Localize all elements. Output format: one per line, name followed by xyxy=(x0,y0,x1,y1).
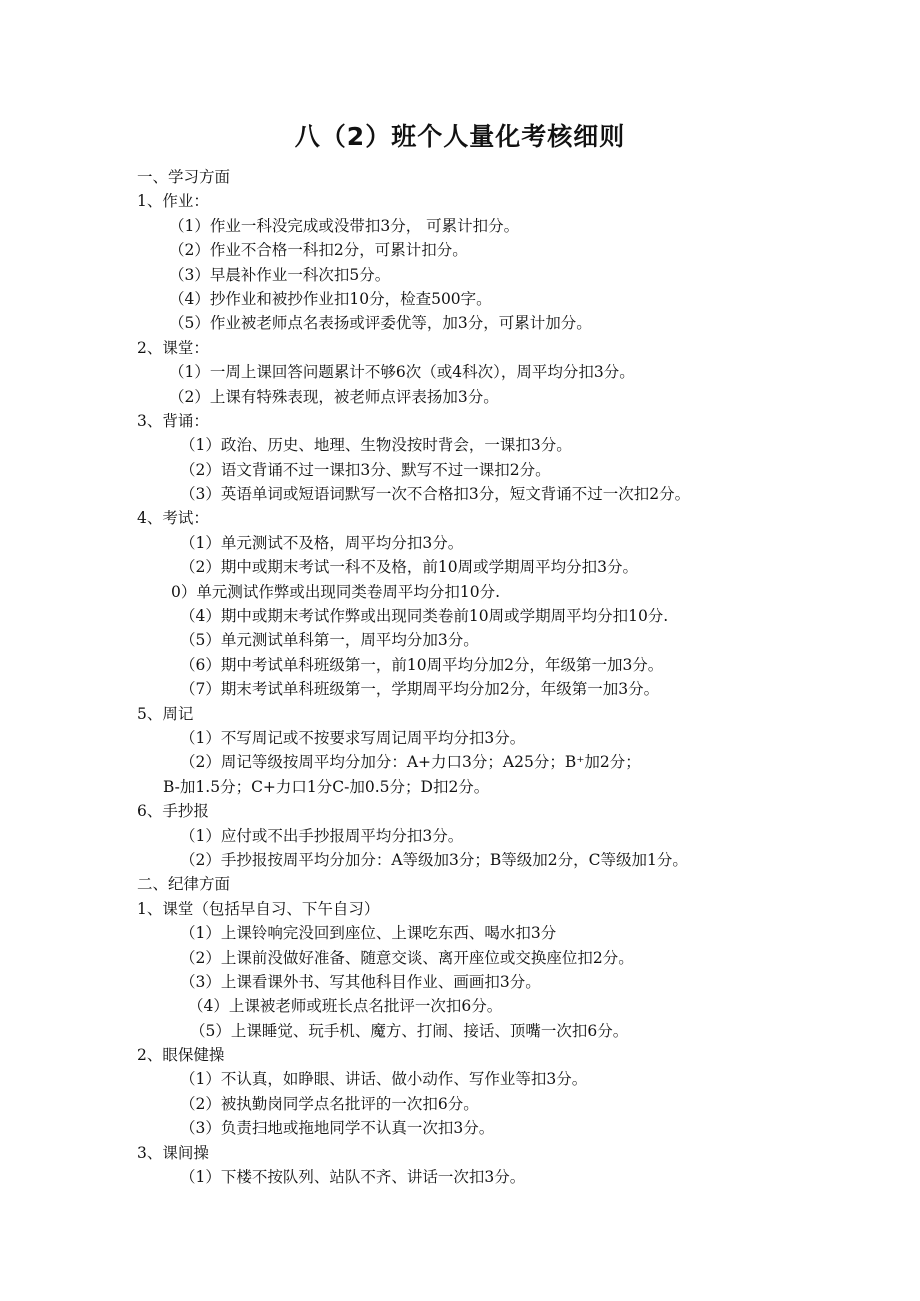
rule-item: （2）上课前没做好准备、随意交谈、离开座位或交换座位扣2分。 xyxy=(180,948,634,967)
section-heading: 一、学习方面 xyxy=(137,168,231,186)
section-heading: 二、纪律方面 xyxy=(137,875,231,894)
subsection-heading: 5、周记 xyxy=(137,704,194,723)
rule-item: （3）负责扫地或拖地同学不认真一次扣3分。 xyxy=(180,1119,495,1138)
subsection-heading: 1、课堂（包括早自习、下午自习） xyxy=(137,899,380,918)
rule-item: （5）作业被老师点名表扬或评委优等，加3分，可累计加分。 xyxy=(169,314,592,333)
rule-item: （2）上课有特殊表现，被老师点评表扬加3分。 xyxy=(169,387,499,406)
rule-item: （4）抄作业和被抄作业扣10分，检查500字。 xyxy=(169,289,492,308)
rule-item: （1）上课铃响完没回到座位、上课吃东西、喝水扣3分 xyxy=(180,924,557,943)
subsection-heading: 6、手抄报 xyxy=(137,802,209,821)
rule-item: （1）单元测试不及格，周平均分扣3分。 xyxy=(180,533,464,552)
rule-item: 0）单元测试作弊或出现同类卷周平均分扣10分. xyxy=(171,582,501,601)
rule-item: （2）期中或期末考试一科不及格，前10周或学期周平均分扣3分。 xyxy=(180,558,638,577)
rule-item: （2）作业不合格一科扣2分，可累计扣分。 xyxy=(169,241,468,260)
rule-item: （4）上课被老师或班长点名批评一次扣6分。 xyxy=(188,997,503,1016)
rule-item: （6）期中考试单科班级第一，前10周平均分加2分，年级第一加3分。 xyxy=(180,655,664,674)
rule-item: （2）语文背诵不过一课扣3分、默写不过一课扣2分。 xyxy=(180,460,551,479)
rule-item: （5）上课睡觉、玩手机、魔方、打闹、接话、顶嘴一次扣6分。 xyxy=(190,1021,629,1040)
subsection-heading: 3、背诵： xyxy=(137,411,209,430)
rule-item: （1）作业一科没完成或没带扣3分， 可累计扣分。 xyxy=(169,216,520,235)
subsection-heading: 3、课间操 xyxy=(137,1143,209,1162)
rule-item: （4）期中或期末考试作弊或出现同类卷前10周或学期周平均分扣10分. xyxy=(180,607,669,626)
rule-item: （1）一周上课回答问题累计不够6次（或4科次），周平均分扣3分。 xyxy=(169,363,635,382)
rule-item: （5）单元测试单科第一，周平均分加3分。 xyxy=(180,631,479,650)
document-body xyxy=(0,165,920,1189)
rule-item: （3）英语单词或短语词默写一次不合格扣3分，短文背诵不过一次扣2分。 xyxy=(180,485,691,504)
subsection-heading: 4、考试： xyxy=(137,509,209,528)
rule-item: （2）周记等级按周平均分加分：A+力口3分；A25分；B⁺加2分； xyxy=(180,753,641,772)
rule-item: （1）政治、历史、地理、生物没按时背会，一课扣3分。 xyxy=(180,436,572,455)
rule-item: （1）不认真，如睁眼、讲话、做小动作、写作业等扣3分。 xyxy=(180,1070,588,1089)
document-title: 八（2）班个人量化考核细则 xyxy=(294,122,626,151)
rule-item-continuation: B-加1.5分；C+力口1分C-加0.5分；D扣2分。 xyxy=(163,777,490,796)
rule-item: （1）应付或不出手抄报周平均分扣3分。 xyxy=(180,826,464,845)
rule-item: （2）被执勤岗同学点名批评的一次扣6分。 xyxy=(180,1094,479,1113)
rule-item: （2）手抄报按周平均分加分：A等级加3分；B等级加2分，C等级加1分。 xyxy=(180,850,688,869)
subsection-heading: 1、作业： xyxy=(137,192,209,211)
rule-item: （1）下楼不按队列、站队不齐、讲话一次扣3分。 xyxy=(180,1168,526,1187)
rule-item: （3）上课看课外书、写其他科目作业、画画扣3分。 xyxy=(180,972,541,991)
subsection-heading: 2、眼保健操 xyxy=(137,1046,225,1065)
subsection-heading: 2、课堂： xyxy=(137,338,209,357)
rule-item: （3）早晨补作业一科次扣5分。 xyxy=(169,265,391,284)
rule-item: （1）不写周记或不按要求写周记周平均分扣3分。 xyxy=(180,728,526,747)
rule-item: （7）期末考试单科班级第一，学期周平均分加2分，年级第一加3分。 xyxy=(180,680,660,699)
